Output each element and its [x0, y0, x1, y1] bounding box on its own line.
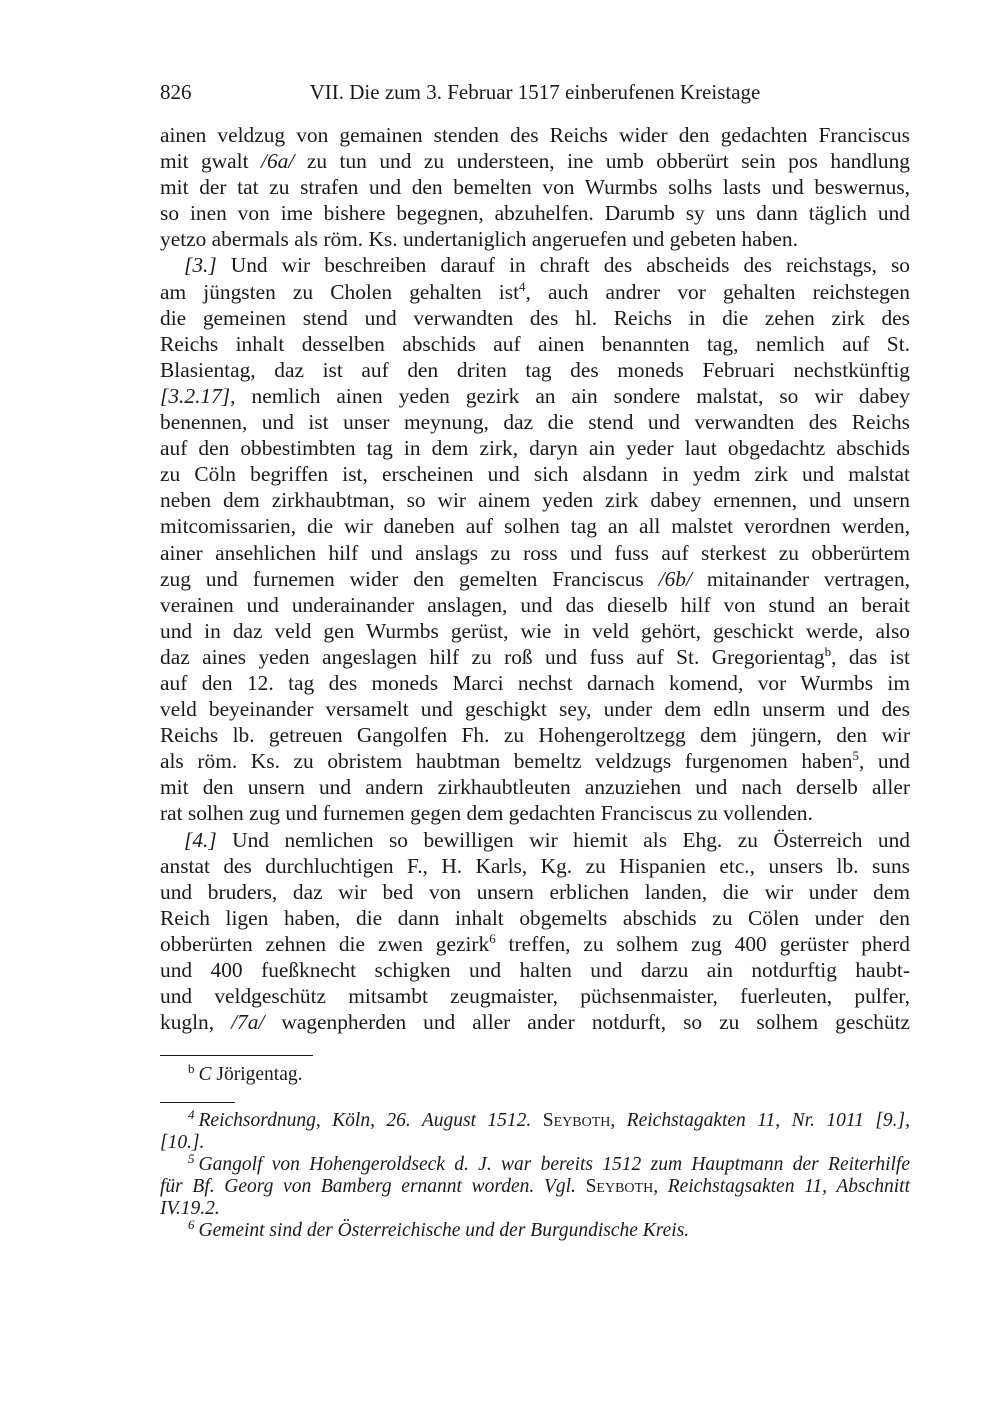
- text-line: kugln, /7a/ wagenpherden und aller ander notdurft, so zu solhem geschütz: [160, 1010, 911, 1035]
- textnote-text: Jörigentag.: [211, 1064, 303, 1085]
- folio-marker: /7a/: [231, 1010, 265, 1035]
- text-line: als röm. Ks. zu obristem haubtman bemeltz veldzugs furgenomen haben$^5$, und: [160, 748, 910, 774]
- text-line: mit gwalt /6a/ zu tun und zu understeen, ine umb obberürt sein pos handlung: [160, 149, 910, 174]
- text-line: und veldgeschütz mitsambt zeugmaister, püchsenmaister, fuerleuten, pulfer,: [160, 984, 910, 1009]
- date-marker: [3.2.17]: [160, 383, 231, 408]
- text-line: rat solhen zug und furnemen gegen dem gedachten Franciscus zu vollenden.: [160, 801, 813, 826]
- text-line: ainer ansehlichen hilf und anslags zu ross und fuss auf sterkest zu obberürtem: [160, 540, 910, 565]
- footnote-4-cont: [10.].: [160, 1132, 205, 1153]
- textnote-separator: [160, 1055, 313, 1056]
- footnote-4: $^4$ Reichsordnung, Köln, 26. August 1512. Seyboth, Reichstagakten 11, Nr. 1011 [9.],: [188, 1107, 910, 1131]
- text-line: anstat des durchluchtigen F., H. Karls, Kg. zu Hispanien etc., unsers lb. suns: [160, 853, 910, 878]
- text-line: auf den obbestimbten tag in dem zirk, daryn ain yeder laut obgedachtz abschids: [160, 436, 910, 461]
- paragraph-start: [3.] Und wir beschreiben darauf in chraft des abscheids des reichstags, so: [184, 253, 910, 278]
- folio-marker: /6b/: [658, 566, 692, 591]
- paragraph-start: [4.] Und nemlichen so bewilligen wir hiemit als Ehg. zu Österreich und: [184, 827, 910, 852]
- text-line: zug und furnemen wider den gemelten Franciscus /6b/ mitainander vertragen,: [160, 566, 910, 591]
- footnote-separator: [160, 1102, 235, 1103]
- text-line: Reichs inhalt desselben abschids auf ainen benannten tag, nemlich auf St.: [160, 331, 910, 356]
- text-line: so inen von ime bishere begegnen, abzuhelfen. Darumb sy uns dann täglich und: [160, 201, 910, 226]
- page-number: 826: [160, 80, 192, 104]
- running-title: VII. Die zum 3. Februar 1517 einberufenen Kreistage: [309, 80, 761, 104]
- text-line: mit den unsern und andern zirkhaubtleuten anzuziehen und nach derselb aller: [160, 775, 910, 800]
- text-line: ainen veldzug von gemainen stenden des Reichs wider den gedachten Franciscus: [160, 123, 910, 147]
- text-line: mitcomissarien, die wir daneben auf solhen tag an all malstet verordnen werden,: [160, 514, 910, 539]
- textnote-b: [160, 1061, 910, 1086]
- text-line: mit der tat zu strafen und den bemelten von Wurmbs solhs lasts und beswernus,: [160, 175, 910, 200]
- text-line: Reichs lb. getreuen Gangolfen Fh. zu Hohengeroltzegg dem jüngern, den wir: [160, 723, 910, 748]
- text-line: daz aines yeden angeslagen hilf zu roß und fuss auf St. Gregorientag$^b$, das ist: [160, 643, 910, 669]
- text-line: und bruders, daz wir bed von unsern erblichen landen, die wir under dem: [160, 879, 910, 904]
- textnote-sigle: C: [198, 1064, 212, 1085]
- text-line: veld beyeinander versamelt und geschigkt sey, under dem edln unserm und des: [160, 697, 910, 722]
- footnote-ref: 4: [519, 278, 526, 294]
- text-line: zu Cöln begriffen ist, erscheinen und sich alsdann in yedm zirk und malstat: [160, 462, 910, 487]
- text-line: die gemeinen stend und verwandten des hl. Reichs in die zehen zirk des: [160, 305, 910, 330]
- textnote-mark: b: [188, 1061, 195, 1076]
- text-line: auf den 12. tag des moneds Marci nechst darnach komend, vor Wurmbs im: [160, 670, 910, 695]
- footnote-ref: 6: [489, 930, 496, 946]
- footnote-ref: 5: [852, 748, 859, 764]
- text-line: benennen, und ist unser meynung, daz die stend und verwandten des Reichs: [160, 410, 910, 435]
- section-number: [3.]: [184, 253, 217, 278]
- text-line: verainen und underainander anslagen, und das dieselb hilf von stund an berait: [160, 592, 910, 617]
- text-line: obberürten zehnen die zwen gezirk$^6$ treffen, zu solhem zug 400 gerüster pherd: [160, 930, 910, 956]
- footnote-5-cont: für Bf. Georg von Bamberg ernannt worden. Vgl. Seyboth, Reichstagsakten 11, Abschnitt: [160, 1176, 910, 1197]
- body-text: [160, 122, 910, 1035]
- text-line: yetzo abermals als röm. Ks. undertaniglich angeruefen und gebeten haben.: [160, 227, 798, 252]
- text-line: und in daz veld gen Wurmbs gerüst, wie in veld gehört, geschickt werde, also: [160, 618, 910, 643]
- footnote-5: $^5$ Gangolf von Hohengeroldseck d. J. war bereits 1512 zum Hauptmann der Reiterhilfe: [188, 1151, 910, 1175]
- textnote-ref: b: [824, 643, 832, 659]
- text-line: Blasientag, daz ist auf den driten tag des moneds Februari nechstkünftig: [160, 357, 910, 382]
- folio-marker: /6a/: [261, 149, 295, 174]
- author-name: Seyboth: [575, 1176, 654, 1197]
- page-header: [160, 80, 910, 110]
- text-line: und 400 fueßknecht schigken und halten und darzu ain notdurftig haubt-: [160, 958, 910, 982]
- footnote-5-cont: IV.19.2.: [160, 1198, 220, 1219]
- text-line: am jüngsten zu Cholen gehalten ist$^4$, auch andrer vor gehalten reichstegen: [160, 278, 910, 304]
- text-line: neben dem zirkhaubtman, so wir ainem yeden zirk dabey ernennen, und unsern: [160, 488, 910, 513]
- text-line: [3.2.17], nemlich ainen yeden gezirk an ain sondere malstat, so wir dabey: [160, 383, 910, 408]
- section-number: [4.]: [184, 827, 217, 852]
- footnotes: [160, 1107, 910, 1242]
- text-line: Reich ligen haben, die dann inhalt obgemelts abschids zu Cölen under den: [160, 905, 910, 930]
- author-name: Seyboth: [531, 1110, 611, 1131]
- footnote-6: $^6$ Gemeint sind der Österreichische und der Burgundische Kreis.: [188, 1217, 690, 1241]
